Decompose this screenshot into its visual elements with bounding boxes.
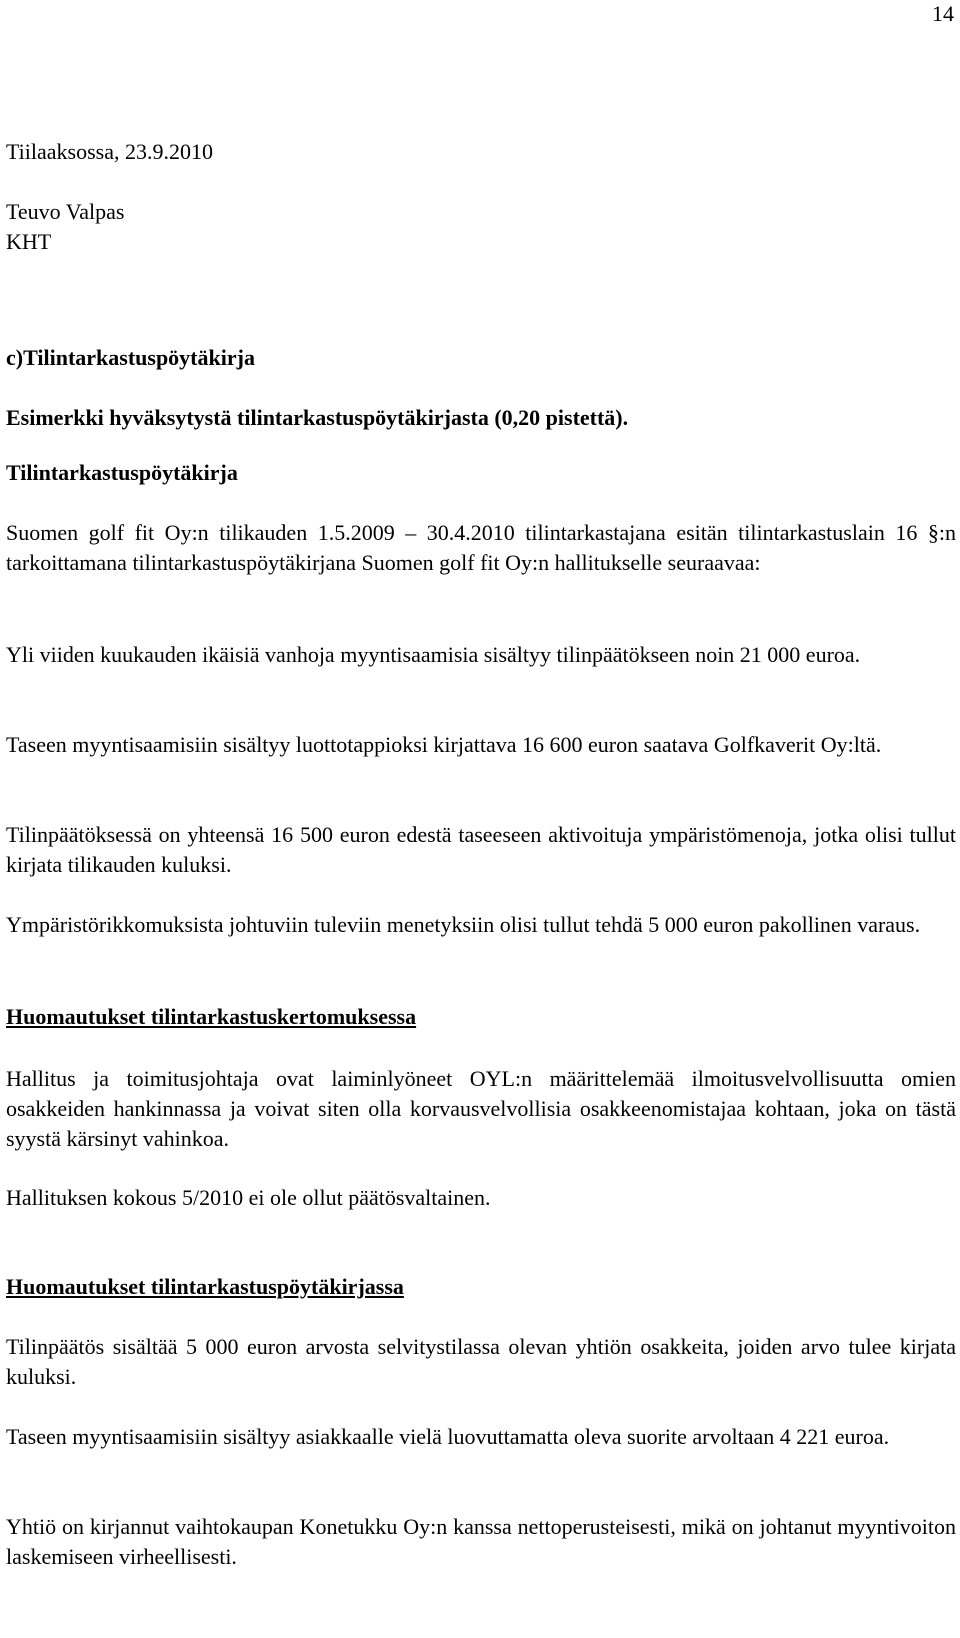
minutes-remarks-heading: Huomautukset tilintarkastuspöytäkirjassa [6, 1274, 404, 1299]
finding-paragraph: Yli viiden kuukauden ikäisiä vanhoja myyntisaamisia sisältyy tilinpäätökseen noin 21 000 euroa. [6, 642, 861, 667]
finding-paragraph: Ympäristörikkomuksista johtuviin tuleviin menetyksiin olisi tullut tehdä 5 000 euron pakollinen varaus. [6, 912, 921, 937]
minutes-remark-paragraph: Yhtiö on kirjannut vaihtokaupan Konetukku Oy:n kanssa nettoperusteisesti, mikä on johtanut myyntivoiton laskemiseen virheellisesti. [6, 1514, 956, 1569]
report-remark-paragraph: Hallituksen kokous 5/2010 ei ole ollut päätösvaltainen. [6, 1185, 491, 1210]
minutes-remark-paragraph: Taseen myyntisaamisiin sisältyy asiakkaalle vielä luovuttamatta oleva suorite arvoltaan 4 221 euroa. [6, 1424, 890, 1449]
intro-paragraph: Suomen golf fit Oy:n tilikauden 1.5.2009 – 30.4.2010 tilintarkastajana esitän tilintarkastuslain 16 §:n tarkoittamana tilintarkastuspöytäkirjana Suomen golf fit Oy:n hallitukselle seuraavaa: [6, 520, 956, 575]
section-heading: c)Tilintarkastuspöytäkirja [6, 345, 255, 370]
minutes-remark-paragraph: Tilinpäätös sisältää 5 000 euron arvosta selvitystilassa olevan yhtiön osakkeita, joiden arvo tulee kirjata kuluksi. [6, 1334, 956, 1389]
place-date: Tiilaaksossa, 23.9.2010 [6, 139, 213, 164]
finding-paragraph: Tilinpäätöksessä on yhteensä 16 500 euron edestä taseeseen aktivoituja ympäristömenoja, jotka olisi tullut kirjata tilikauden kuluksi. [6, 822, 956, 877]
page-number: 14 [932, 1, 954, 26]
report-remark-paragraph: Hallitus ja toimitusjohtaja ovat laiminlyöneet OYL:n määrittelemää ilmoitusvelvollisuutta omien osakkeiden hankinnassa ja voivat siten olla korvausvelvollisia osakkeenomistajaa kohtaan, joka on tästä syystä kärsinyt vahinkoa. [6, 1066, 956, 1151]
example-heading: Esimerkki hyväksytystä tilintarkastuspöytäkirjasta (0,20 pistettä). [6, 405, 629, 430]
document-title: Tilintarkastuspöytäkirja [6, 460, 238, 485]
finding-paragraph: Taseen myyntisaamisiin sisältyy luottotappioksi kirjattava 16 600 euron saatava Golfkaverit Oy:ltä. [6, 732, 882, 757]
report-remarks-heading: Huomautukset tilintarkastuskertomuksessa [6, 1004, 417, 1029]
signer-name: Teuvo Valpas [6, 199, 125, 224]
signer-title: KHT [6, 229, 52, 254]
